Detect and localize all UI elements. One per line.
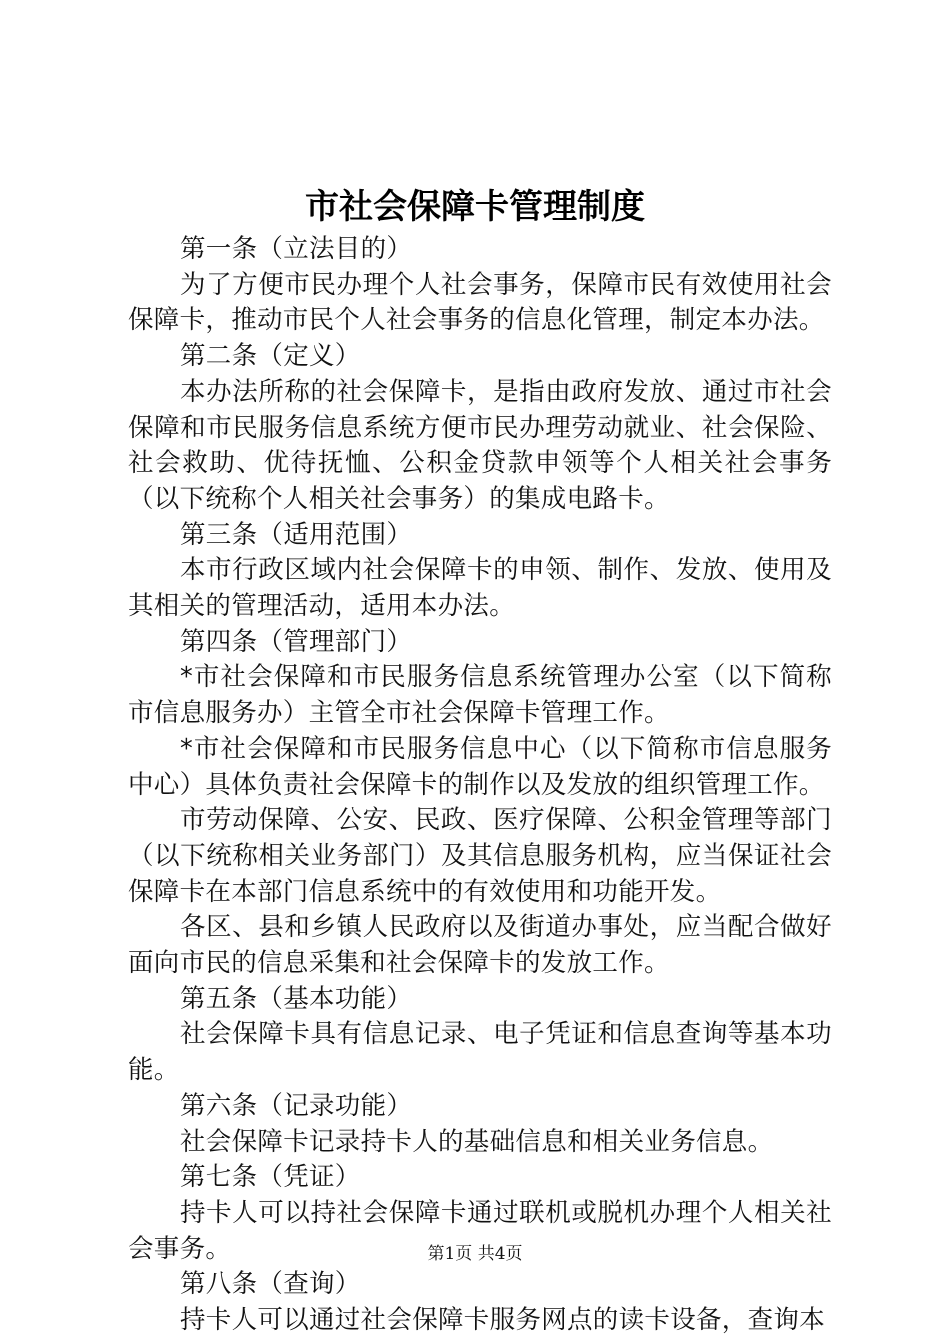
page-number-footer: 第1页 共4页: [427, 1244, 523, 1264]
article-heading: 第六条（记录功能）: [180, 1090, 413, 1121]
article-heading: 第一条（立法目的）: [180, 234, 413, 264]
document-body: [128, 232, 832, 1339]
article-text: 市劳动保障、公安、民政、医疗保障、公积金管理等部门（以下统称相关业务部门）及其信息服务机构，应当保证社会保障卡在本部门信息系统中的有效使用和功能开发。: [128, 805, 832, 907]
document-title: 市社会保障卡管理制度: [305, 187, 645, 227]
article-heading: 第五条（基本功能）: [180, 983, 413, 1014]
article-text: 持卡人可以持社会保障卡通过联机或脱机办理个人相关社会事务。: [128, 1197, 832, 1264]
article-heading: 第七条（凭证）: [180, 1162, 361, 1193]
article-text: 社会保障卡记录持卡人的基础信息和相关业务信息。: [180, 1126, 774, 1157]
article-text: *市社会保障和市民服务信息中心（以下简称市信息服务中心）具体负责社会保障卡的制作以及发放的组织管理工作。: [128, 733, 832, 800]
article-text: *市社会保障和市民服务信息系统管理办公室（以下简称市信息服务办）主管全市社会保障卡管理工作。: [128, 662, 832, 729]
article-text: 社会保障卡具有信息记录、电子凭证和信息查询等基本功能。: [128, 1019, 832, 1086]
article-heading: 第二条（定义）: [180, 341, 361, 372]
article-text: 本办法所称的社会保障卡，是指由政府发放、通过市社会保障和市民服务信息系统方便市民办理劳动就业、社会保险、社会救助、优待抚恤、公积金贷款申领等个人相关社会事务（以下统称个人相关社会事务）的集成电路卡。: [128, 376, 832, 514]
article-text: 为了方便市民办理个人社会事务，保障市民有效使用社会保障卡，推动市民个人社会事务的信息化管理，制定本办法。: [128, 269, 832, 336]
article-text: 持卡人可以通过社会保障卡服务网点的读卡设备，查询本: [180, 1305, 826, 1336]
article-text: 本市行政区域内社会保障卡的申领、制作、发放、使用及其相关的管理活动，适用本办法。: [128, 555, 832, 622]
article-heading: 第三条（适用范围）: [180, 519, 413, 550]
article-text: 各区、县和乡镇人民政府以及街道办事处，应当配合做好面向市民的信息采集和社会保障卡的发放工作。: [128, 912, 832, 979]
article-heading: 第四条（管理部门）: [180, 626, 413, 657]
article-heading: 第八条（查询）: [180, 1269, 361, 1300]
